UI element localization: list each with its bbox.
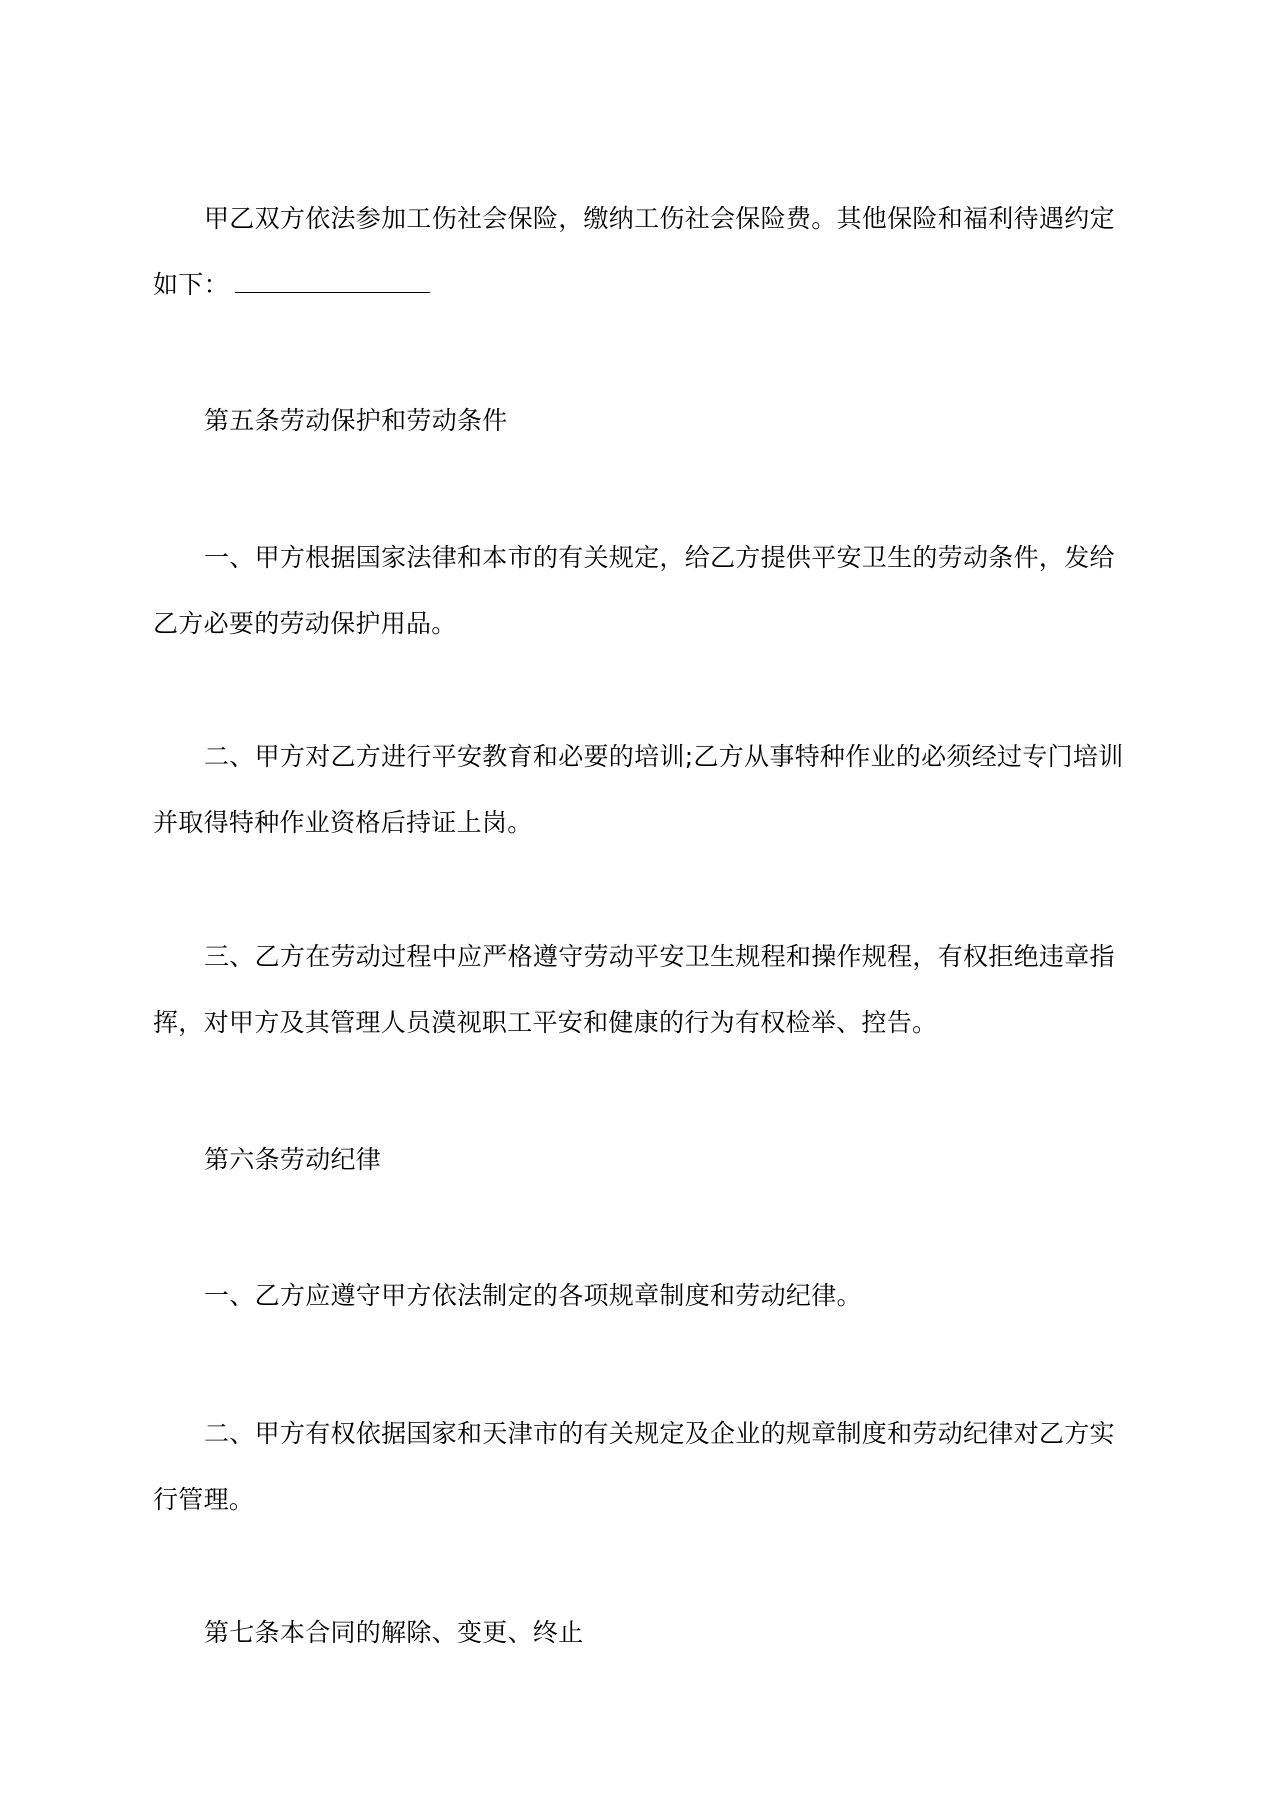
heading-text: 第五条劳动保护和劳动条件 (204, 406, 508, 435)
paragraph-protection-2 (153, 724, 1133, 856)
paragraph-text: 二、甲方有权依据国家和天津市的有关规定及企业的规章制度和劳动纪律对乙方实行管理。 (153, 1419, 1115, 1514)
paragraph-protection-1 (153, 525, 1133, 657)
paragraph-text: 一、甲方根据国家法律和本市的有关规定，给乙方提供平安卫生的劳动条件，发给乙方必要的劳动保护用品。 (153, 543, 1115, 638)
heading-article-7 (153, 1600, 1133, 1666)
heading-article-6 (153, 1127, 1133, 1193)
paragraph-protection-3 (153, 924, 1133, 1056)
paragraph-text: 三、乙方在劳动过程中应严格遵守劳动平安卫生规程和操作规程，有权拒绝违章指挥，对甲方及其管理人员漠视职工平安和健康的行为有权检举、控告。 (153, 942, 1115, 1037)
heading-text: 第七条本合同的解除、变更、终止 (204, 1618, 584, 1647)
paragraph-text: 甲乙双方依法参加工伤社会保险，缴纳工伤社会保险费。其他保险和福利待遇约定 (204, 204, 1115, 233)
fill-in-blank[interactable] (235, 291, 430, 293)
paragraph-text: 一、乙方应遵守甲方依法制定的各项规章制度和劳动纪律。 (204, 1281, 862, 1310)
paragraph-insurance-cont (153, 252, 1133, 318)
paragraph-text: 如下： (153, 270, 229, 299)
paragraph-text: 二、甲方对乙方进行平安教育和必要的培训;乙方从事特种作业的必须经过专门培训并取得特种作业资格后持证上岗。 (153, 742, 1124, 837)
paragraph-insurance (153, 186, 1133, 252)
heading-article-5 (153, 388, 1133, 454)
paragraph-discipline-1 (153, 1263, 1133, 1329)
paragraph-discipline-2 (153, 1401, 1133, 1533)
heading-text: 第六条劳动纪律 (204, 1145, 382, 1174)
